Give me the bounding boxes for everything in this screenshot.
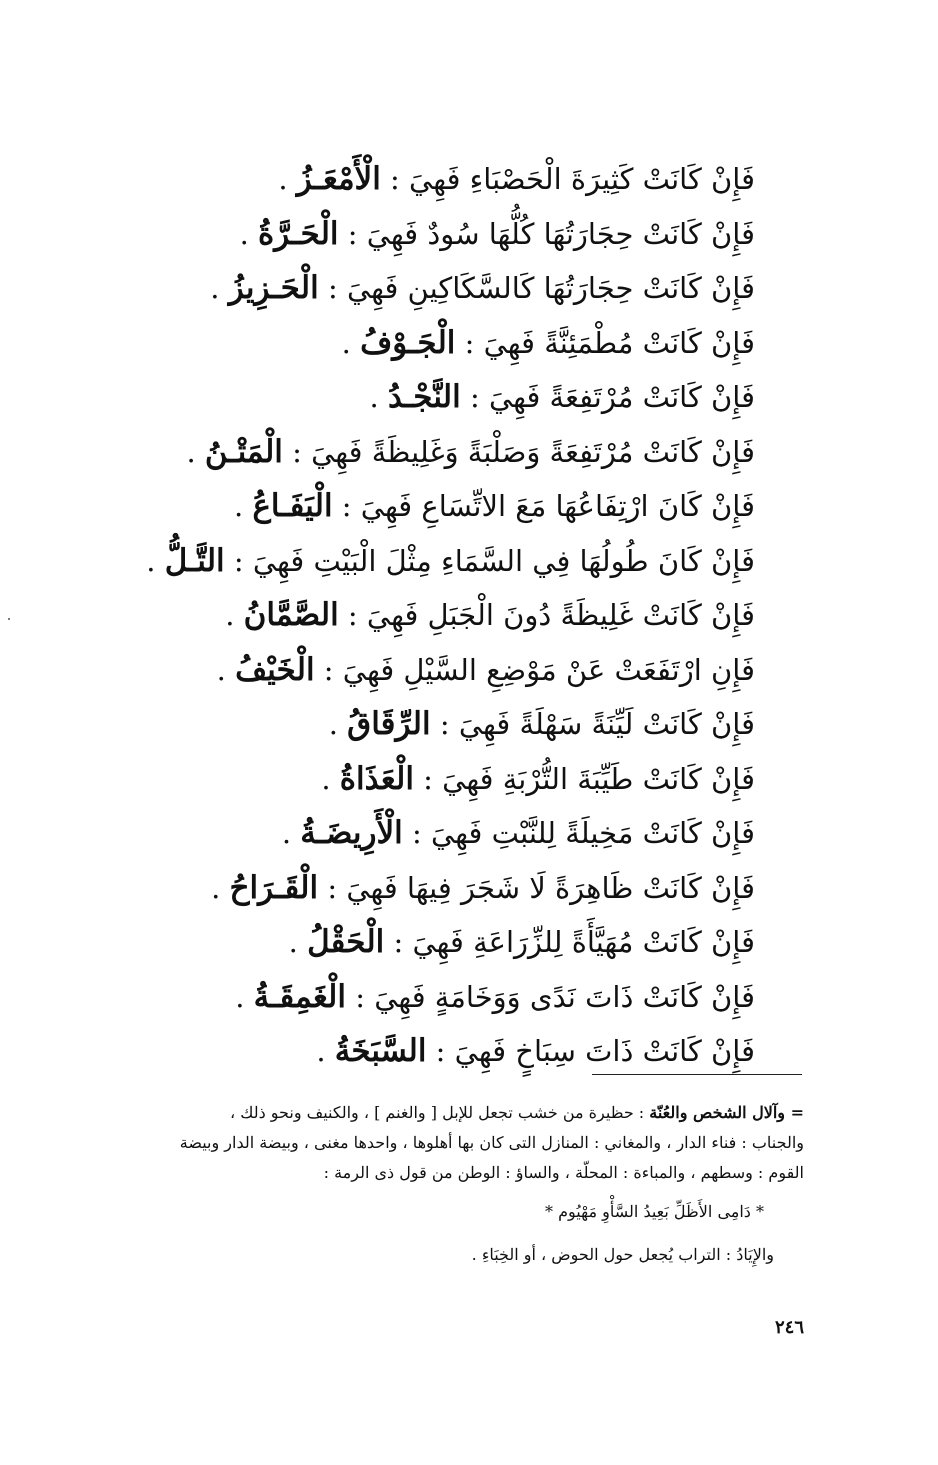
- footnote-line-1: [132, 1098, 804, 1128]
- text-line: [135, 479, 755, 534]
- text-line: [135, 861, 755, 916]
- defined-term: النَّجْـدُ: [387, 379, 461, 415]
- page-number: ٢٤٦: [774, 1317, 804, 1338]
- line-end: .: [146, 543, 165, 578]
- defined-term: الْقَـرَاحُ: [229, 869, 319, 906]
- line-end: .: [235, 979, 254, 1014]
- line-end: .: [216, 652, 236, 687]
- defined-term: الْجَـوْفُ: [360, 324, 456, 361]
- defined-term: الْغَمِقَـةُ: [253, 978, 346, 1015]
- line-end: .: [369, 380, 388, 414]
- footnote-line-4: والإِيَادُ : التراب يُجعل حول الحوض ، أو الخِبَاءِ .: [471, 1245, 774, 1264]
- line-end: .: [186, 434, 205, 469]
- line-text: فَإِنْ كَانَتْ ذَاتَ سِبَاخٍ فَهِيَ :: [426, 1034, 755, 1068]
- line-end: .: [210, 271, 229, 305]
- footnotes: [132, 1098, 804, 1270]
- defined-term: الْخَيْفُ: [235, 651, 315, 688]
- line-end: .: [211, 870, 230, 905]
- line-end: .: [288, 925, 308, 959]
- line-end: .: [239, 216, 259, 251]
- footnote-line-3: القوم : وسطهم ، والمباءة : المحلّة ، والساؤ : الوطن من قول ذى الرمة :: [323, 1163, 804, 1182]
- defined-term: السَّبَخَةُ: [334, 1033, 427, 1069]
- footnote-bold-term: = وآلال الشخص والعُنّة: [649, 1103, 804, 1122]
- defined-term: الصَّمَّانُ: [243, 597, 339, 633]
- text-line: [135, 752, 755, 807]
- line-end: .: [281, 816, 301, 850]
- text-line: [135, 152, 755, 207]
- text-line: [135, 534, 755, 589]
- defined-term: الْأَمْعَـزُ: [296, 161, 381, 197]
- text-line: [135, 370, 755, 425]
- line-text: فَإِنْ كَانَتْ ظَاهِرَةً لَا شَجَرَ فِيهَا فَهِيَ :: [318, 870, 755, 905]
- line-end: .: [316, 1034, 335, 1068]
- defined-term: الْحَـرَّةُ: [258, 215, 339, 252]
- defined-term: التَّـلُّ: [164, 542, 225, 579]
- line-text: فَإِنْ كَانَتْ كَثِيرَةَ الْحَصْبَاءِ فَهِيَ :: [380, 162, 755, 196]
- text-line: [135, 915, 755, 970]
- text-line: [135, 207, 755, 262]
- line-end: .: [225, 598, 244, 632]
- line-text: فَإِنْ كَانَ طُولُهَا فِي السَّمَاءِ مِثْلَ الْبَيْتِ فَهِيَ :: [224, 543, 755, 578]
- footnote-line-1-rest: : حظيرة من خشب تجعل للإبل [ والغنم ] ، والكنيف ونحو ذلك ،: [229, 1103, 650, 1122]
- line-end: .: [328, 707, 348, 741]
- line-text: فَإِنْ كَانَتْ مُرْتَفِعَةً وَصَلْبَةً وَغَلِيظَةً فَهِيَ :: [282, 434, 755, 469]
- margin-speck: [8, 618, 10, 620]
- line-text: فَإِنْ كَانَ ارْتِفَاعُهَا مَعَ الاتِّسَاعِ فَهِيَ :: [332, 489, 755, 523]
- line-end: .: [321, 761, 340, 796]
- text-line: [135, 588, 755, 643]
- defined-term: الْمَتْـنُ: [204, 433, 283, 470]
- line-text: فَإِنْ كَانَتْ حِجَارَتُهَا كُلُّهَا سُودٌ فَهِيَ :: [338, 216, 755, 251]
- text-line: [135, 697, 755, 752]
- defined-term: الْأَرِيضَـةُ: [300, 815, 403, 851]
- line-end: .: [278, 162, 297, 196]
- line-text: فَإِنْ كَانَتْ مُطْمَئِنَّةً فَهِيَ :: [455, 325, 755, 360]
- line-text: فَإِنْ كَانَتْ مُرْتَفِعَةً فَهِيَ :: [460, 380, 755, 414]
- line-text: فَإِنْ كَانَتْ لَيِّنَةً سَهْلَةً فَهِيَ :: [430, 707, 755, 741]
- defined-term: الْحَـزِيزُ: [228, 270, 319, 306]
- defined-term: الرِّقَاقُ: [347, 706, 431, 742]
- line-text: فَإِنْ كَانَتْ غَلِيظَةً دُونَ الْجَبَلِ فَهِيَ :: [338, 598, 755, 632]
- text-line: [135, 261, 755, 316]
- line-text: فَإِنْ كَانَتْ طَيِّبَةَ التُّرْبَةِ فَهِيَ :: [413, 761, 755, 796]
- line-text: فَإِنْ كَانَتْ مُهَيَّأَةً لِلزِّرَاعَةِ فَهِيَ :: [384, 925, 755, 959]
- defined-term: الْعَذَاةُ: [339, 760, 414, 797]
- line-end: .: [341, 325, 361, 360]
- text-line: [135, 970, 755, 1025]
- line-text: فَإِنْ كَانَتْ حِجَارَتُهَا كَالسَّكَاكِينِ فَهِيَ :: [318, 271, 755, 305]
- main-text: [135, 152, 755, 1079]
- line-text: فَإِنْ كَانَتْ مَخِيلَةً لِلنَّبْتِ فَهِيَ :: [402, 816, 755, 850]
- line-end: .: [234, 489, 253, 523]
- text-line: [135, 643, 755, 698]
- text-line: [135, 1024, 755, 1079]
- text-line: [135, 806, 755, 861]
- defined-term: الْحَقْلُ: [307, 924, 385, 960]
- line-text: فَإِنْ كَانَتْ ذَاتَ نَدًى وَوَخَامَةٍ فَهِيَ :: [345, 979, 755, 1014]
- footnote-separator: [592, 1074, 802, 1075]
- defined-term: الْيَفَـاعُ: [252, 488, 333, 524]
- footnote-line-2: والجناب : فناء الدار ، والمغاني : المنازل التى كان بها أهلوها ، واحدها مغنى ، وبيضة الدار وبيضة: [179, 1133, 804, 1152]
- line-text: فَإِنِ ارْتَفَعَتْ عَنْ مَوْضِعِ السَّيْلِ فَهِيَ :: [314, 652, 755, 687]
- text-line: [135, 425, 755, 480]
- footnote-verse: * دَامِى الأَظَلِّ بَعِيدُ السَّأْوِ مَهْيُوم *: [545, 1202, 764, 1221]
- text-line: [135, 316, 755, 371]
